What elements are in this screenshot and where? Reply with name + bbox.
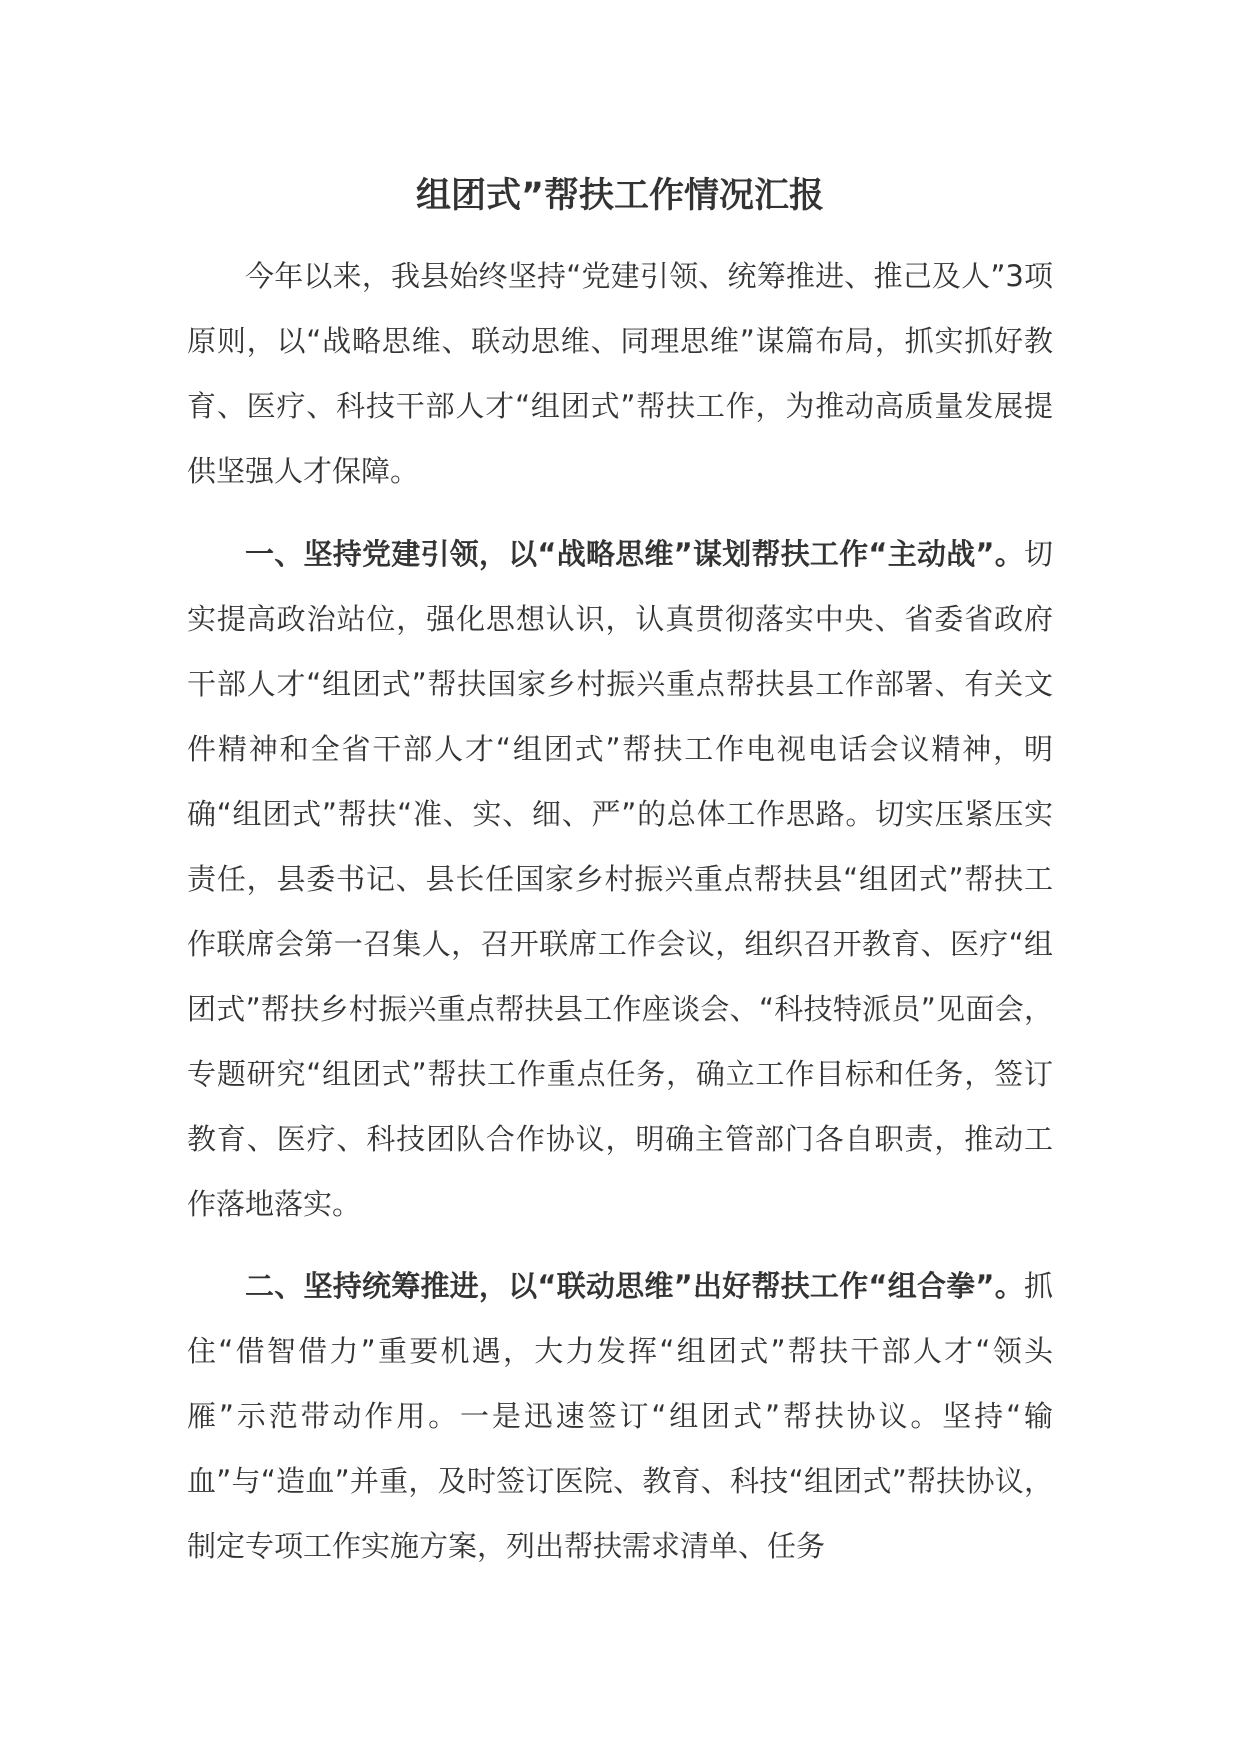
section-1-paragraph	[187, 522, 1053, 1237]
section-1-heading: 一、坚持党建引领，以“战略思维”谋划帮扶工作“主动战”。	[245, 537, 1024, 571]
document-title: 组团式”帮扶工作情况汇报	[415, 176, 824, 216]
intro-paragraph: 今年以来，我县始终坚持“党建引领、统筹推进、推己及人”3项原则，以“战略思维、联动思维、同理思维”谋篇布局，抓实抓好教育、医疗、科技干部人才“组团式”帮扶工作，为推动高质量发展提供坚强人才保障。	[187, 259, 1053, 488]
section-2-heading: 二、坚持统筹推进，以“联动思维”出好帮扶工作“组合拳”。	[245, 1269, 1024, 1303]
section-2-body: 抓住“借智借力”重要机遇，大力发挥“组团式”帮扶干部人才“领头雁”示范带动作用。一是迅速签订“组团式”帮扶协议。坚持“输血”与“造血”并重，及时签订医院、教育、科技“组团式”帮扶协议，制定专项工作实施方案，列出帮扶需求清单、任务	[187, 1269, 1053, 1563]
section-2-paragraph	[187, 1254, 1053, 1579]
section-1-body: 切实提高政治站位，强化思想认识，认真贯彻落实中央、省委省政府干部人才“组团式”帮扶国家乡村振兴重点帮扶县工作部署、有关文件精神和全省干部人才“组团式”帮扶工作电视电话会议精神，明确“组团式”帮扶“准、实、细、严”的总体工作思路。切实压紧压实责任，县委书记、县长任国家乡村振兴重点帮扶县“组团式”帮扶工作联席会第一召集人，召开联席工作会议，组织召开教育、医疗“组团式”帮扶乡村振兴重点帮扶县工作座谈会、“科技特派员”见面会，专题研究“组团式”帮扶工作重点任务，确立工作目标和任务，签订教育、医疗、科技团队合作协议，明确主管部门各自职责，推动工作落地落实。	[187, 537, 1053, 1221]
